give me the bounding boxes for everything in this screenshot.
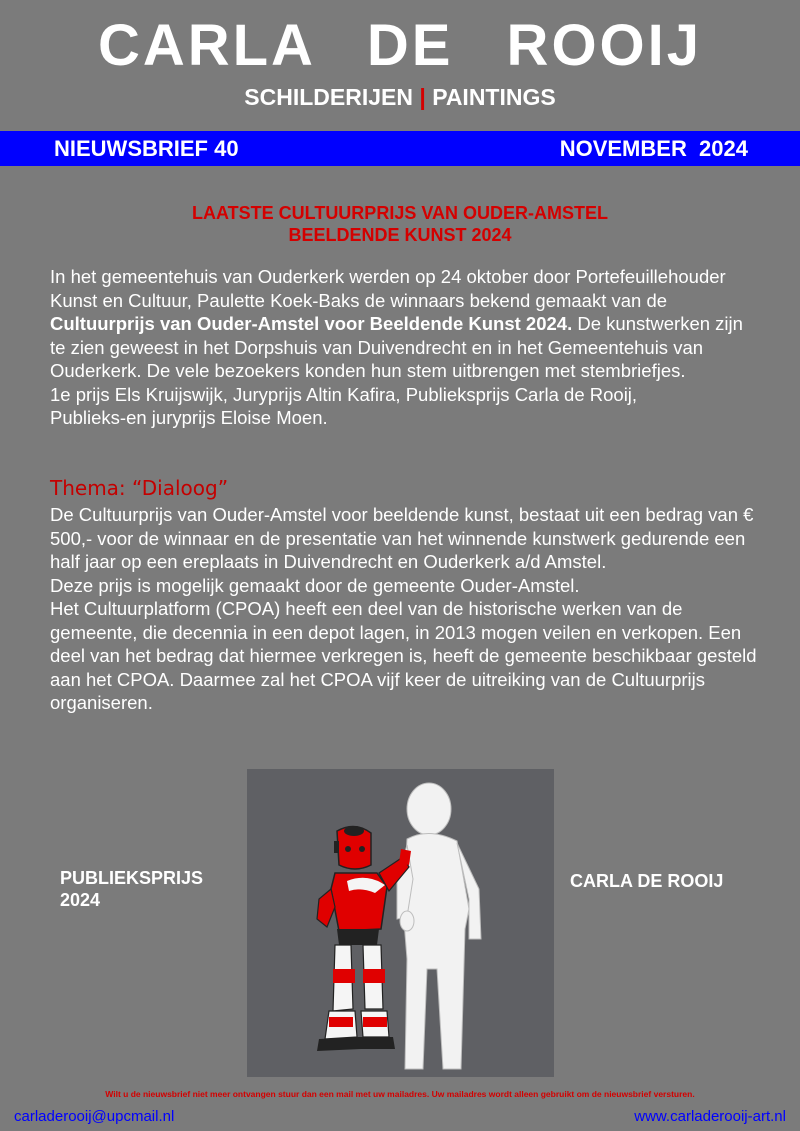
subtitle-schilderijen: SCHILDERIJEN (244, 84, 413, 110)
website-link[interactable]: www.carladerooij-art.nl (634, 1108, 786, 1125)
intro-text-b: De kunstwerken zijn te zien geweest in het Dorpshuis van Duivendrecht en in het Gemeentehuis van Ouderkerk. De vele bezoekers konden hun stem uitbrengen met stembriefjes. (50, 313, 743, 381)
subtitle-separator: | (419, 84, 426, 110)
artist-label: CARLA DE ROOIJ (570, 871, 724, 891)
prize-label-line-2: 2024 (60, 890, 101, 910)
intro-paragraph (50, 265, 760, 383)
headline-line-2: BEELDENDE KUNST 2024 (288, 225, 512, 245)
newsletter-subtitle (0, 84, 800, 110)
artwork-painting (247, 769, 554, 1077)
newsletter-title: CARLA DE ROOIJ (97, 13, 703, 78)
article-headline (0, 202, 800, 246)
theme-heading: Thema: “Dialoog” (50, 476, 229, 500)
intro-text-a: In het gemeentehuis van Ouderkerk werden op 24 oktober door Portefeuillehouder Kunst en Cultuur, Paulette Koek-Baks de winnaars bekend gemaakt van de (50, 266, 726, 311)
issue-date: NOVEMBER 2024 (559, 136, 748, 161)
paragraph-prize-description: De Cultuurprijs van Ouder-Amstel voor beeldende kunst, bestaat uit een bedrag van € 500,- voor de winnaar en de presentatie van het winnende kunstwerk gedurende een half jaar op een ereplaats in Duivendrecht en Ouderkerk a/d Amstel. (50, 504, 754, 572)
email-link[interactable]: carladerooij@upcmail.nl (14, 1108, 175, 1125)
headline-line-1: LAATSTE CULTUURPRIJS VAN OUDER-AMSTEL (192, 203, 608, 223)
issue-number: NIEUWSBRIEF 40 (54, 136, 239, 161)
painting-robot-and-man-icon (247, 769, 554, 1077)
article-body (50, 503, 760, 715)
paragraph-cpoa: Het Cultuurplatform (CPOA) heeft een deel van de historische werken van de gemeente, die decennia in een depot lagen, in 2013 mogen veilen en verkopen. Een deel van het bedrag dat hiermee verkregen is, heeft de gemeente beschikbaar gesteld aan het CPOA. Daarmee zal het CPOA vijf keer de uitreiking van de Cultuurprijs organiseren. (50, 598, 757, 713)
prize-label (60, 867, 260, 911)
winners-line-1: 1e prijs Els Kruijswijk, Juryprijs Altin Kafira, Publieksprijs Carla de Rooij, (50, 383, 638, 405)
robot-figure (317, 826, 411, 1051)
intro-prize-name: Cultuurprijs van Ouder-Amstel voor Beeldende Kunst 2024. (50, 313, 573, 334)
unsubscribe-notice: Wilt u de nieuwsbrief niet meer ontvangen stuur dan een mail met uw mailadres. Uw mailadres wordt alleen gebruikt om de nieuwsbrief versturen. (105, 1089, 695, 1099)
paragraph-sponsor: Deze prijs is mogelijk gemaakt door de gemeente Ouder-Amstel. (50, 574, 580, 596)
article-intro (50, 265, 760, 430)
prize-label-line-1: PUBLIEKSPRIJS (60, 868, 204, 888)
winners-line-2: Publieks-en juryprijs Eloise Moen. (50, 407, 328, 428)
subtitle-paintings: PAINTINGS (432, 84, 556, 110)
